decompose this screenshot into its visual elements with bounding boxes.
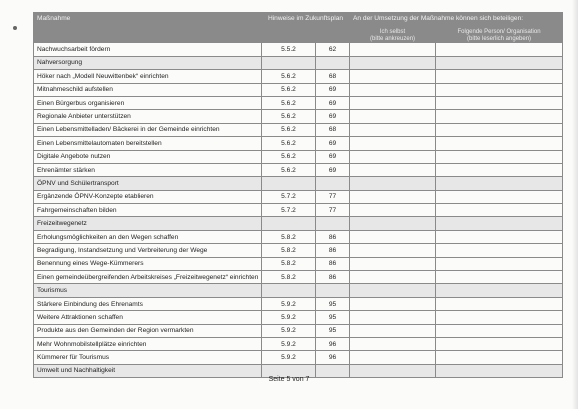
hint-section-cell: 5.8.2 <box>262 230 316 243</box>
table-row <box>34 123 563 136</box>
section-empty-cell <box>316 217 350 230</box>
table-row <box>34 163 563 176</box>
table-row <box>34 110 563 123</box>
hint-section-cell: 5.6.2 <box>262 110 316 123</box>
measure-cell: Benennung eines Wege-Kümmerers <box>34 257 262 270</box>
person-entry-cell[interactable] <box>436 297 563 310</box>
table-row <box>34 190 563 203</box>
table-row <box>34 230 563 243</box>
table-row <box>34 297 563 310</box>
hint-page-cell: 95 <box>316 311 350 324</box>
hint-section-cell: 5.5.2 <box>262 43 316 56</box>
hint-page-cell: 68 <box>316 70 350 83</box>
section-title: ÖPNV und Schülertransport <box>34 177 262 190</box>
section-empty-cell <box>262 177 316 190</box>
hint-page-cell: 69 <box>316 83 350 96</box>
hint-section-cell: 5.6.2 <box>262 83 316 96</box>
section-empty-cell <box>262 56 316 69</box>
section-empty-cell <box>350 56 436 69</box>
table-row <box>34 204 563 217</box>
self-checkbox-cell[interactable] <box>350 324 436 337</box>
self-checkbox-cell[interactable] <box>350 244 436 257</box>
section-row <box>34 56 563 69</box>
measure-cell: Begradigung, Instandsetzung und Verbreiterung der Wege <box>34 244 262 257</box>
measure-cell: Digitale Angebote nutzen <box>34 150 262 163</box>
header-hints: Hinweise im Zukunftsplan <box>262 13 350 43</box>
section-empty-cell <box>316 177 350 190</box>
section-title: Freizeitwegenetz <box>34 217 262 230</box>
section-row <box>34 284 563 297</box>
table-row <box>34 324 563 337</box>
table-row <box>34 257 563 270</box>
person-entry-cell[interactable] <box>436 70 563 83</box>
hint-section-cell: 5.7.2 <box>262 190 316 203</box>
hint-section-cell: 5.9.2 <box>262 324 316 337</box>
person-entry-cell[interactable] <box>436 163 563 176</box>
self-checkbox-cell[interactable] <box>350 150 436 163</box>
person-entry-cell[interactable] <box>436 83 563 96</box>
self-checkbox-cell[interactable] <box>350 257 436 270</box>
measure-cell: Ergänzende ÖPNV-Konzepte etablieren <box>34 190 262 203</box>
measure-cell: Fahrgemeinschaften bilden <box>34 204 262 217</box>
self-checkbox-cell[interactable] <box>350 297 436 310</box>
hint-section-cell: 5.6.2 <box>262 123 316 136</box>
person-entry-cell[interactable] <box>436 150 563 163</box>
section-empty-cell <box>350 284 436 297</box>
hint-page-cell: 77 <box>316 204 350 217</box>
table-row <box>34 351 563 364</box>
self-checkbox-cell[interactable] <box>350 83 436 96</box>
hint-page-cell: 69 <box>316 150 350 163</box>
person-entry-cell[interactable] <box>436 190 563 203</box>
section-empty-cell <box>262 217 316 230</box>
hint-section-cell: 5.6.2 <box>262 70 316 83</box>
self-checkbox-cell[interactable] <box>350 271 436 284</box>
measure-cell: Produkte aus den Gemeinden der Region vermarkten <box>34 324 262 337</box>
hint-page-cell: 69 <box>316 96 350 109</box>
self-checkbox-cell[interactable] <box>350 123 436 136</box>
self-checkbox-cell[interactable] <box>350 110 436 123</box>
header-self <box>350 26 436 43</box>
hint-section-cell: 5.7.2 <box>262 204 316 217</box>
header-measure: Maßnahme <box>34 13 262 43</box>
section-empty-cell <box>316 284 350 297</box>
self-checkbox-cell[interactable] <box>350 351 436 364</box>
hint-page-cell: 96 <box>316 351 350 364</box>
self-checkbox-cell[interactable] <box>350 137 436 150</box>
hint-section-cell: 5.6.2 <box>262 96 316 109</box>
table-row <box>34 150 563 163</box>
hint-page-cell: 69 <box>316 110 350 123</box>
hint-page-cell: 68 <box>316 123 350 136</box>
person-entry-cell[interactable] <box>436 351 563 364</box>
person-entry-cell[interactable] <box>436 204 563 217</box>
self-checkbox-cell[interactable] <box>350 204 436 217</box>
hint-section-cell: 5.9.2 <box>262 311 316 324</box>
hint-section-cell: 5.9.2 <box>262 351 316 364</box>
table-row <box>34 70 563 83</box>
person-entry-cell[interactable] <box>436 271 563 284</box>
self-checkbox-cell[interactable] <box>350 337 436 350</box>
hint-page-cell: 95 <box>316 297 350 310</box>
section-empty-cell <box>262 284 316 297</box>
hint-section-cell: 5.8.2 <box>262 257 316 270</box>
section-empty-cell <box>436 284 563 297</box>
person-entry-cell[interactable] <box>436 337 563 350</box>
page-number: Seite 5 von 7 <box>268 376 310 383</box>
table-row <box>34 96 563 109</box>
measure-cell: Kümmerer für Tourismus <box>34 351 262 364</box>
hint-page-cell: 86 <box>316 230 350 243</box>
table-row <box>34 337 563 350</box>
section-title: Tourismus <box>34 284 262 297</box>
hint-page-cell: 62 <box>316 43 350 56</box>
header-self-label: Ich selbst <box>379 29 406 36</box>
self-checkbox-cell[interactable] <box>350 43 436 56</box>
header-person <box>436 26 563 43</box>
hint-section-cell: 5.6.2 <box>262 137 316 150</box>
section-empty-cell <box>350 217 436 230</box>
measure-cell: Mehr Wohnmobilstellplätze einrichten <box>34 337 262 350</box>
measure-cell: Weitere Attraktionen schaffen <box>34 311 262 324</box>
page-edge-shadow <box>572 0 578 409</box>
self-checkbox-cell[interactable] <box>350 163 436 176</box>
section-row <box>34 177 563 190</box>
self-checkbox-cell[interactable] <box>350 96 436 109</box>
section-title: Umwelt und Nachhaltigkeit <box>34 364 262 377</box>
person-entry-cell[interactable] <box>436 244 563 257</box>
person-entry-cell[interactable] <box>436 311 563 324</box>
section-empty-cell <box>350 177 436 190</box>
measure-cell: Einen gemeindeübergreifenden Arbeitskreises „Freizeitwegenetz“ einrichten <box>34 271 262 284</box>
section-empty-cell <box>316 56 350 69</box>
table-row <box>34 83 563 96</box>
measure-cell: Höker nach „Modell Neuwittenbek“ einrichten <box>34 70 262 83</box>
table-row <box>34 43 563 56</box>
hint-page-cell: 77 <box>316 190 350 203</box>
person-entry-cell[interactable] <box>436 230 563 243</box>
measure-cell: Regionale Anbieter unterstützen <box>34 110 262 123</box>
table-row <box>34 137 563 150</box>
self-checkbox-cell[interactable] <box>350 190 436 203</box>
table-row <box>34 244 563 257</box>
punch-hole-mark <box>13 26 17 30</box>
section-title: Nahversorgung <box>34 56 262 69</box>
hint-page-cell: 96 <box>316 337 350 350</box>
hint-section-cell: 5.8.2 <box>262 271 316 284</box>
header-person-hint: (bitte leserlich angeben) <box>467 35 532 42</box>
section-empty-cell <box>436 56 563 69</box>
hint-section-cell: 5.9.2 <box>262 337 316 350</box>
hint-page-cell: 86 <box>316 271 350 284</box>
person-entry-cell[interactable] <box>436 96 563 109</box>
self-checkbox-cell[interactable] <box>350 311 436 324</box>
measure-cell: Ehrenämter stärken <box>34 163 262 176</box>
hint-page-cell: 69 <box>316 163 350 176</box>
measure-cell: Stärkere Einbindung des Ehrenamts <box>34 297 262 310</box>
table-header-row <box>34 13 563 26</box>
person-entry-cell[interactable] <box>436 110 563 123</box>
self-checkbox-cell[interactable] <box>350 230 436 243</box>
measure-cell: Einen Bürgerbus organisieren <box>34 96 262 109</box>
measure-cell: Erholungsmöglichkeiten an den Wegen schaffen <box>34 230 262 243</box>
hint-section-cell: 5.6.2 <box>262 150 316 163</box>
person-entry-cell[interactable] <box>436 137 563 150</box>
hint-section-cell: 5.9.2 <box>262 297 316 310</box>
header-participation: An der Umsetzung der Maßnahme können sich beteiligen: <box>350 13 563 26</box>
section-empty-cell <box>436 177 563 190</box>
header-person-label: Folgende Person/ Organisation <box>457 29 541 36</box>
measure-cell: Einen Lebensmittelautomaten bereitstellen <box>34 137 262 150</box>
section-empty-cell <box>436 217 563 230</box>
person-entry-cell[interactable] <box>436 257 563 270</box>
hint-section-cell: 5.6.2 <box>262 163 316 176</box>
table-row <box>34 271 563 284</box>
person-entry-cell[interactable] <box>436 123 563 136</box>
person-entry-cell[interactable] <box>436 43 563 56</box>
measure-cell: Einen Lebensmittelladen/ Bäckerei in der Gemeinde einrichten <box>34 123 262 136</box>
measures-table <box>33 12 563 378</box>
table-body <box>34 43 563 378</box>
hint-page-cell: 69 <box>316 137 350 150</box>
self-checkbox-cell[interactable] <box>350 70 436 83</box>
section-row <box>34 217 563 230</box>
table-row <box>34 311 563 324</box>
hint-page-cell: 86 <box>316 257 350 270</box>
person-entry-cell[interactable] <box>436 324 563 337</box>
hint-page-cell: 86 <box>316 244 350 257</box>
measure-cell: Mitnahmeschild aufstellen <box>34 83 262 96</box>
hint-page-cell: 95 <box>316 324 350 337</box>
measure-cell: Nachwuchsarbeit fördern <box>34 43 262 56</box>
header-self-hint: (bitte ankreuzen) <box>370 35 416 42</box>
hint-section-cell: 5.8.2 <box>262 244 316 257</box>
